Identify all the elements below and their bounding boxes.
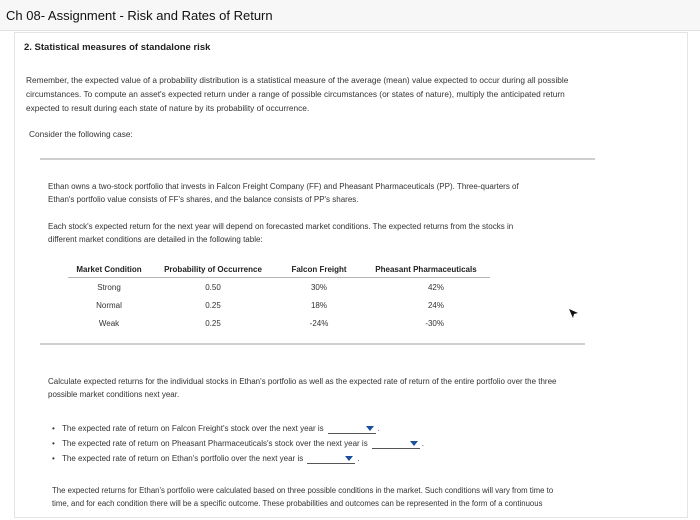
case-line: different market conditions are detailed in the following table: bbox=[48, 235, 263, 244]
mouse-cursor-icon bbox=[568, 308, 580, 320]
divider bbox=[40, 158, 595, 160]
closing-line: The expected returns for Ethan's portfolio were calculated based on three possible conditions in the market. Such conditions will vary from time to bbox=[52, 486, 554, 495]
chevron-down-icon bbox=[410, 441, 418, 446]
closing-line: time, and for each condition there will be a specific outcome. These probabilities and outcomes can be represented in the form of a continuous bbox=[52, 499, 543, 508]
cell-condition: Weak bbox=[98, 318, 120, 328]
list-item bbox=[52, 436, 424, 451]
table-header-row bbox=[68, 263, 490, 278]
header-probability: Probability of Occurrence bbox=[150, 263, 276, 278]
cell-pheasant-return: 24% bbox=[427, 300, 444, 310]
cell-pheasant-return: -30% bbox=[425, 318, 444, 328]
cell-condition: Strong bbox=[97, 282, 121, 292]
table-row bbox=[68, 296, 490, 314]
bullet-icon: • bbox=[52, 439, 55, 448]
cell-condition: Normal bbox=[96, 300, 122, 310]
header-pheasant-pharma: Pheasant Pharmaceuticals bbox=[362, 263, 490, 278]
chevron-down-icon bbox=[345, 456, 353, 461]
returns-table bbox=[68, 263, 490, 332]
window-title: Ch 08- Assignment - Risk and Rates of Return bbox=[6, 8, 273, 23]
header-market-condition: Market Condition bbox=[68, 263, 150, 278]
header-falcon-freight: Falcon Freight bbox=[276, 263, 362, 278]
sentence-end: . bbox=[357, 454, 360, 463]
instruction-line: possible market conditions next year. bbox=[48, 390, 180, 399]
instruction-line: Calculate expected returns for the individual stocks in Ethan's portfolio as well as the expected rate of return of the entire portfolio over the three bbox=[48, 377, 557, 386]
calculate-instructions bbox=[48, 375, 618, 401]
case-paragraph-portfolio bbox=[48, 180, 608, 206]
table-row bbox=[68, 314, 490, 332]
sentence-end: . bbox=[421, 439, 424, 448]
answer-list bbox=[52, 421, 424, 466]
cell-pheasant-return: 42% bbox=[427, 282, 444, 292]
table-row bbox=[68, 278, 490, 297]
cell-probability: 0.25 bbox=[205, 318, 221, 328]
question-text: The expected rate of return on Pheasant Pharmaceuticals's stock over the next year is bbox=[62, 439, 368, 448]
closing-paragraph bbox=[52, 484, 632, 510]
intro-line: expected to result during each state of nature by its probability of occurrence. bbox=[26, 103, 310, 113]
question-text: The expected rate of return on Ethan's portfolio over the next year is bbox=[62, 454, 304, 463]
cell-falcon-return: -24% bbox=[309, 318, 329, 328]
falcon-return-dropdown[interactable] bbox=[328, 424, 376, 434]
section-heading: 2. Statistical measures of standalone risk bbox=[24, 42, 211, 53]
intro-line: circumstances. To compute an asset's expected return under a range of possible circumstances (or states of nature), multiply the anticipated return bbox=[26, 89, 565, 99]
bullet-icon: • bbox=[52, 454, 55, 463]
sentence-end: . bbox=[377, 424, 380, 433]
case-paragraph-returns bbox=[48, 220, 608, 246]
cell-probability: 0.25 bbox=[205, 300, 221, 310]
case-line: Ethan owns a two-stock portfolio that invests in Falcon Freight Company (FF) and Pheasant Pharmaceuticals (PP). Three-quarters of bbox=[48, 182, 519, 191]
cell-probability: 0.50 bbox=[205, 282, 221, 292]
window-title-bar bbox=[0, 0, 700, 31]
intro-line: Remember, the expected value of a probability distribution is a statistical measure of the average (mean) value expected to occur during all possible bbox=[26, 75, 569, 85]
list-item bbox=[52, 451, 424, 466]
chevron-down-icon bbox=[366, 426, 374, 431]
case-line: Each stock's expected return for the next year will depend on forecasted market conditions. The expected returns from the stocks in bbox=[48, 222, 514, 231]
case-line: Ethan's portfolio value consists of FF's shares, and the balance consists of PP's shares. bbox=[48, 195, 359, 204]
question-text: The expected rate of return on Falcon Freight's stock over the next year is bbox=[62, 424, 324, 433]
list-item bbox=[52, 421, 424, 436]
cell-falcon-return: 30% bbox=[310, 282, 327, 292]
bullet-icon: • bbox=[52, 424, 55, 433]
portfolio-return-dropdown[interactable] bbox=[307, 454, 355, 464]
pheasant-return-dropdown[interactable] bbox=[372, 439, 420, 449]
consider-label: Consider the following case: bbox=[29, 129, 133, 139]
divider bbox=[40, 343, 585, 345]
cell-falcon-return: 18% bbox=[310, 300, 327, 310]
intro-paragraph bbox=[26, 73, 636, 115]
